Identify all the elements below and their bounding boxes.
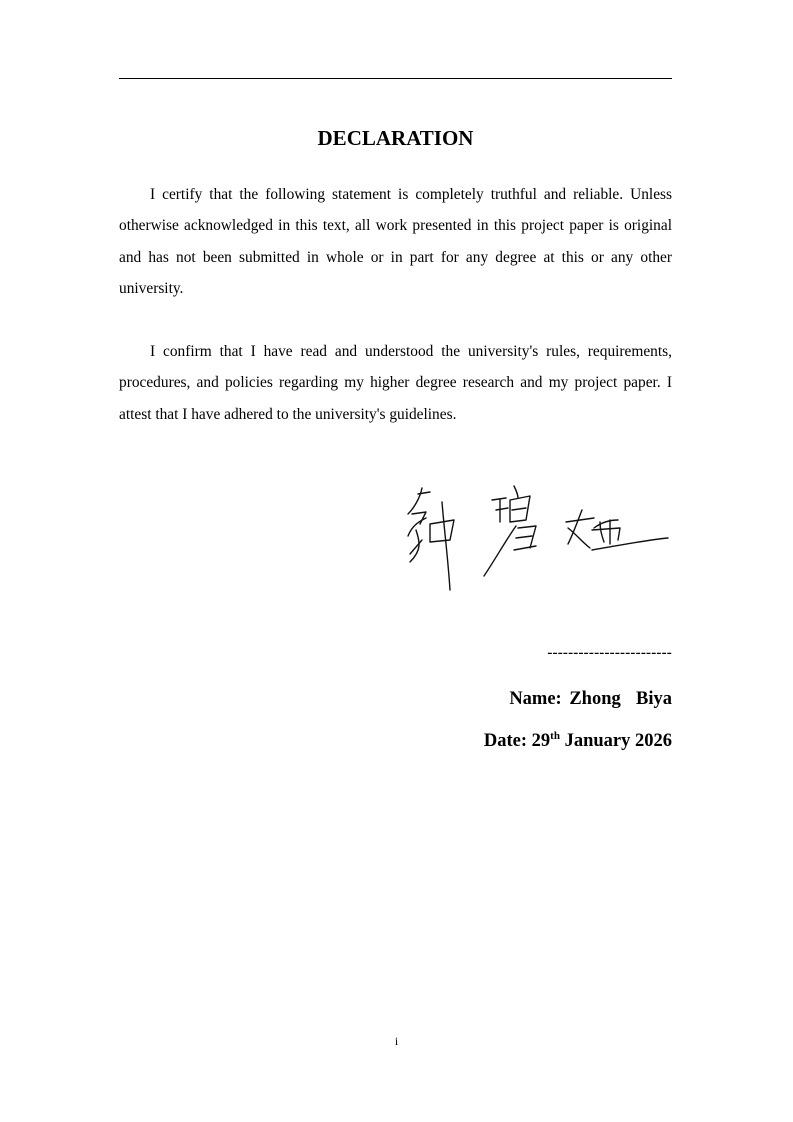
declaration-paragraph-2: I confirm that I have read and understood the university's rules, requirements, procedures, and policies regarding my higher degree research and my project paper. I attest that I have adhered to the university's guidelines. — [119, 343, 672, 423]
date-day: 29 — [531, 731, 551, 751]
date-month-year: January 2026 — [564, 731, 672, 751]
handwritten-signature — [396, 478, 676, 598]
header-rule — [119, 78, 672, 79]
signature-line: ------------------------ — [547, 645, 672, 661]
declaration-paragraph-1: I certify that the following statement is completely truthful and reliable. Unless otherwise acknowledged in this text, all work presented in this project paper is original and has not been submitted in whole or in part for any degree at this or any other university. — [119, 186, 672, 297]
name-value: Zhong Biya — [569, 689, 672, 709]
date-line — [484, 728, 672, 756]
date-label: Date: — [483, 731, 528, 751]
name-label: Name: — [509, 689, 562, 709]
name-line — [509, 686, 672, 712]
page-title: DECLARATION — [317, 126, 474, 150]
page-number: i — [394, 1034, 399, 1048]
date-day-suffix: th — [550, 730, 560, 742]
